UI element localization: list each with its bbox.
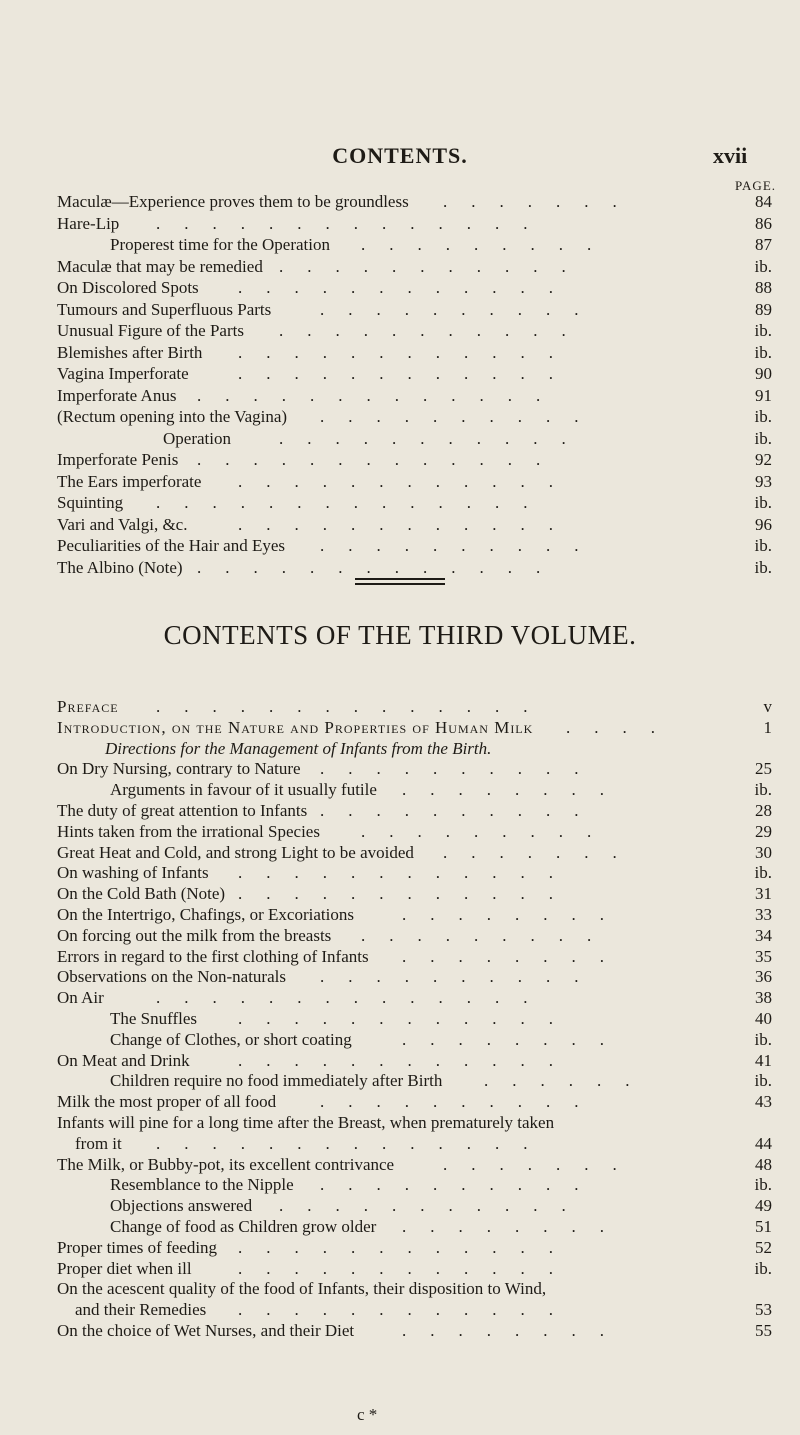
toc-entry [0, 235, 800, 255]
toc-entry [0, 558, 800, 578]
leader-dots: ....... [443, 192, 641, 211]
vol3-toc-entry-page: 52 [755, 1237, 772, 1257]
toc-entry-page: ib. [754, 407, 772, 426]
leader-dots: .......... [320, 299, 603, 319]
vol3-toc-entry-page: 35 [755, 946, 772, 966]
vol3-toc-entry [0, 1113, 800, 1133]
vol3-toc-entry-page: 31 [755, 884, 772, 904]
toc-entry-title: Imperforate Penis [57, 450, 179, 469]
leader-dots: ...... [484, 1071, 654, 1091]
leader-dots: ............ [238, 1300, 577, 1320]
vol3-toc-entry-title: Observations on the Non-naturals [57, 967, 286, 987]
leader-dots: ............ [238, 1258, 577, 1278]
toc-entry-page: 93 [755, 471, 772, 491]
toc-entry [0, 364, 800, 384]
toc-entry-title: Hare-Lip [57, 213, 120, 233]
vol3-toc-entry [0, 1009, 800, 1029]
toc-entry [0, 278, 800, 298]
toc-entry [0, 493, 800, 513]
leader-dots: .......... [320, 1175, 603, 1195]
vol3-toc-entry-title: Great Heat and Cold, and strong Light to be avoided [57, 842, 414, 862]
vol3-toc-entry [0, 822, 800, 842]
toc-entry [0, 472, 800, 492]
leader-dots: ........ [402, 780, 628, 800]
toc-entry [0, 321, 800, 341]
vol3-toc-entry-page: 36 [755, 967, 772, 987]
vol3-toc-entry [0, 780, 800, 800]
vol3-toc-entry [0, 1051, 800, 1071]
vol3-toc-entry [0, 1238, 800, 1258]
vol3-toc-entry-title: The Milk, or Bubby-pot, its excellent contrivance [57, 1154, 395, 1174]
vol3-toc-entry [0, 1134, 800, 1154]
vol3-toc-entry-title: On washing of Infants [57, 863, 209, 883]
vol3-toc-entry-page: ib. [754, 1175, 772, 1195]
page-column-label: PAGE. [735, 178, 777, 193]
toc-entry-title: Tumours and Superfluous Parts [57, 299, 272, 319]
toc-entry-title: Properest time for the Operation [110, 235, 330, 254]
leader-dots: .... [566, 717, 679, 737]
leader-dots: ............ [238, 471, 577, 491]
leader-dots: ............. [197, 557, 565, 577]
vol3-toc-entry-title: Infants will pine for a long time after the Breast, when prematurely taken [57, 1113, 555, 1132]
vol3-toc-entry-title: On the Intertrigo, Chafings, or Excoriations [57, 905, 354, 924]
leader-dots: .............. [156, 1133, 552, 1153]
vol3-toc-entry [0, 947, 800, 967]
vol3-toc-entry-page: 48 [755, 1154, 772, 1174]
vol3-toc-entry-title: On the acescent quality of the food of Infants, their disposition to Wind, [57, 1279, 547, 1299]
vol3-toc-entry-title: Change of food as Children grow older [110, 1217, 377, 1236]
toc-entry-title: Maculæ that may be remedied [57, 256, 263, 276]
vol3-toc-entry [0, 801, 800, 821]
toc-entry [0, 515, 800, 535]
leader-dots: ........ [402, 1321, 628, 1340]
leader-dots: ........... [279, 321, 590, 340]
toc-entry-title: Unusual Figure of the Parts [57, 321, 244, 340]
toc-entry-page: 89 [755, 299, 772, 319]
toc-entry-page: ib. [754, 536, 772, 555]
toc-entry-page: 86 [755, 213, 772, 233]
vol3-toc-entry-page: 41 [755, 1050, 772, 1070]
vol3-toc-entry [0, 1196, 800, 1216]
vol3-toc-entry [0, 1155, 800, 1175]
vol3-toc-entry-page: 29 [755, 821, 772, 841]
vol3-toc-entry-page: 25 [755, 759, 772, 779]
vol3-toc-entry-title: Errors in regard to the first clothing of Infants [57, 946, 369, 966]
toc-entry-page: 96 [755, 514, 772, 534]
toc-entry-title: Vari and Valgi, &c. [57, 514, 188, 534]
vol3-toc-entry [0, 1279, 800, 1299]
leader-dots: ....... [443, 1154, 641, 1174]
vol3-toc-entry-title: Introduction, on the Nature and Properties of Human Milk [57, 717, 534, 737]
running-head-title: CONTENTS. [332, 143, 468, 168]
vol3-toc-entry-title: The duty of great attention to Infants [57, 801, 308, 820]
vol3-toc-entry-title: Hints taken from the irrational Species [57, 821, 320, 841]
toc-entry-page: ib. [754, 256, 772, 276]
vol3-toc-entry-page: 28 [755, 801, 772, 820]
leader-dots: ........... [279, 428, 590, 448]
toc-entry-page: ib. [754, 321, 772, 340]
vol3-toc-entry [0, 1030, 800, 1050]
vol3-toc-entry [0, 863, 800, 883]
toc-entry-page: ib. [754, 557, 772, 577]
toc-entry-title: Maculæ—Experience proves them to be groundless [57, 192, 409, 211]
toc-entry [0, 192, 800, 212]
vol3-toc-entry-page: 51 [755, 1217, 772, 1236]
vol3-toc-entry-title: The Snuffles [110, 1009, 198, 1028]
vol3-toc-entry-title: Proper diet when ill [57, 1258, 192, 1278]
leader-dots: ............. [197, 450, 565, 469]
leader-dots: .......... [320, 759, 603, 779]
toc-entry-page: 84 [755, 192, 772, 211]
leader-dots: ........ [402, 1029, 628, 1049]
leader-dots: .......... [320, 967, 603, 987]
vol3-toc-entry-title: On the Cold Bath (Note) [57, 884, 226, 904]
volume-heading: CONTENTS OF THE THIRD VOLUME. [163, 620, 637, 650]
vol3-toc-entry [0, 718, 800, 738]
toc-entry [0, 386, 800, 406]
divider-rule-bottom [355, 583, 445, 585]
vol3-toc-entry-title: Arguments in favour of it usually futile [110, 780, 377, 800]
vol3-toc-entry-title: On Air [57, 988, 104, 1008]
toc-entry [0, 429, 800, 449]
leader-dots: .......... [320, 536, 603, 555]
toc-entry-page: 88 [755, 278, 772, 297]
vol3-toc-entry-title: from it [75, 1133, 122, 1153]
leader-dots: ........... [279, 256, 590, 276]
toc-entry-title: The Albino (Note) [57, 557, 183, 577]
leader-dots: ............ [238, 863, 577, 883]
vol3-toc-entry [0, 1217, 800, 1237]
toc-entry-title: Vagina Imperforate [57, 364, 189, 383]
vol3-toc-entry-page: 38 [755, 988, 772, 1008]
vol3-toc-entry [0, 905, 800, 925]
leader-dots: ....... [443, 842, 641, 862]
toc-entry [0, 214, 800, 234]
leader-dots: ........ [402, 1217, 628, 1236]
vol3-toc-entry-title: On Dry Nursing, contrary to Nature [57, 759, 301, 779]
leader-dots: ............. [197, 385, 565, 405]
toc-entry-title: Peculiarities of the Hair and Eyes [57, 536, 286, 555]
vol3-toc-entry-page: ib. [754, 1258, 772, 1278]
leader-dots: ........ [402, 946, 628, 966]
vol3-toc-entry-page: 44 [755, 1133, 772, 1153]
vol3-toc-entry [0, 759, 800, 779]
vol3-toc-entry [0, 739, 800, 759]
toc-entry-title: Blemishes after Birth [57, 342, 203, 362]
running-head-page-number: xvii [713, 143, 748, 168]
vol3-toc-entry-title: Milk the most proper of all food [57, 1092, 277, 1112]
leader-dots: ............ [238, 884, 577, 904]
leader-dots: ............ [238, 514, 577, 534]
toc-entry-page: 87 [755, 235, 772, 254]
toc-entry-page: 90 [755, 364, 772, 383]
vol3-toc-entry-page: ib. [754, 780, 772, 800]
vol3-toc-entry-title: On the choice of Wet Nurses, and their Diet [57, 1321, 355, 1340]
vol3-toc-entry-page: 40 [755, 1009, 772, 1028]
vol3-toc-entry [0, 1300, 800, 1320]
leader-dots: .............. [156, 988, 552, 1008]
toc-entry [0, 257, 800, 277]
toc-entry-page: ib. [754, 428, 772, 448]
toc-entry [0, 536, 800, 556]
vol3-toc-entry-title: Objections answered [110, 1196, 253, 1216]
toc-entry [0, 300, 800, 320]
leader-dots: ........... [279, 1196, 590, 1216]
vol3-toc-entry [0, 967, 800, 987]
vol3-toc-entry-page: 1 [763, 717, 772, 737]
toc-entry-title: On Discolored Spots [57, 278, 199, 297]
vol3-toc-entry [0, 843, 800, 863]
vol3-toc-entry [0, 1259, 800, 1279]
vol3-toc-entry-title: Resemblance to the Nipple [110, 1175, 294, 1195]
vol3-toc-entry-title: Children require no food immediately after Birth [110, 1071, 443, 1091]
leader-dots: .......... [320, 801, 603, 820]
toc-entry-title: Imperforate Anus [57, 385, 177, 405]
toc-entry-title: (Rectum opening into the Vagina) [57, 407, 288, 426]
vol3-toc-entry-title: On forcing out the milk from the breasts [57, 925, 332, 945]
vol3-toc-entry-title: Proper times of feeding [57, 1237, 218, 1257]
toc-entry-page: ib. [754, 493, 772, 512]
vol3-toc-entry-page: 33 [755, 905, 772, 924]
vol3-toc-entry [0, 926, 800, 946]
vol3-toc-entry-page: 49 [755, 1196, 772, 1216]
toc-entry-page: 92 [755, 450, 772, 469]
vol3-toc-entry [0, 988, 800, 1008]
vol3-toc-entry [0, 697, 800, 717]
toc-entry [0, 343, 800, 363]
vol3-toc-entry [0, 1175, 800, 1195]
vol3-toc-entry-page: 55 [755, 1321, 772, 1340]
vol3-toc-entry [0, 884, 800, 904]
vol3-toc-entry-title: and their Remedies [75, 1300, 207, 1320]
toc-entry-page: 91 [755, 385, 772, 405]
leader-dots: ............ [238, 1237, 577, 1257]
vol3-toc-entry [0, 1092, 800, 1112]
vol3-toc-entry-title: Directions for the Management of Infants from the Birth. [105, 738, 492, 758]
toc-entry [0, 450, 800, 470]
toc-entry-page: ib. [754, 342, 772, 362]
vol3-toc-entry-page: ib. [754, 1029, 772, 1049]
leader-dots: ............ [238, 364, 577, 383]
vol3-toc-entry [0, 1071, 800, 1091]
vol3-toc-entry-page: 43 [755, 1092, 772, 1112]
vol3-toc-entry-page: 30 [755, 842, 772, 862]
toc-entry-title: The Ears imperforate [57, 471, 202, 491]
leader-dots: ............ [238, 1050, 577, 1070]
leader-dots: ......... [361, 925, 616, 945]
vol3-toc-entry-page: v [763, 697, 772, 716]
leader-dots: .............. [156, 493, 552, 512]
leader-dots: ............ [238, 278, 577, 297]
leader-dots: .............. [156, 697, 552, 716]
toc-entry-title: Squinting [57, 493, 124, 512]
vol3-toc-entry-page: 53 [755, 1300, 772, 1320]
divider-rule-top [355, 578, 445, 580]
toc-entry-title: Operation [163, 428, 231, 448]
vol3-toc-entry-title: Preface [57, 697, 119, 716]
toc-entry [0, 407, 800, 427]
vol3-toc-entry-title: Change of Clothes, or short coating [110, 1029, 352, 1049]
leader-dots: ............ [238, 342, 577, 362]
vol3-toc-entry [0, 1321, 800, 1341]
vol3-toc-entry-title: On Meat and Drink [57, 1050, 190, 1070]
leader-dots: ......... [361, 235, 616, 254]
leader-dots: .......... [320, 407, 603, 426]
leader-dots: ............ [238, 1009, 577, 1028]
leader-dots: .............. [156, 213, 552, 233]
vol3-toc-entry-page: 34 [755, 925, 772, 945]
vol3-toc-entry-page: ib. [754, 863, 772, 883]
vol3-toc-entry-page: ib. [754, 1071, 772, 1091]
leader-dots: ........ [402, 905, 628, 924]
leader-dots: .......... [320, 1092, 603, 1112]
leader-dots: ......... [361, 821, 616, 841]
signature-mark: c * [357, 1405, 378, 1424]
